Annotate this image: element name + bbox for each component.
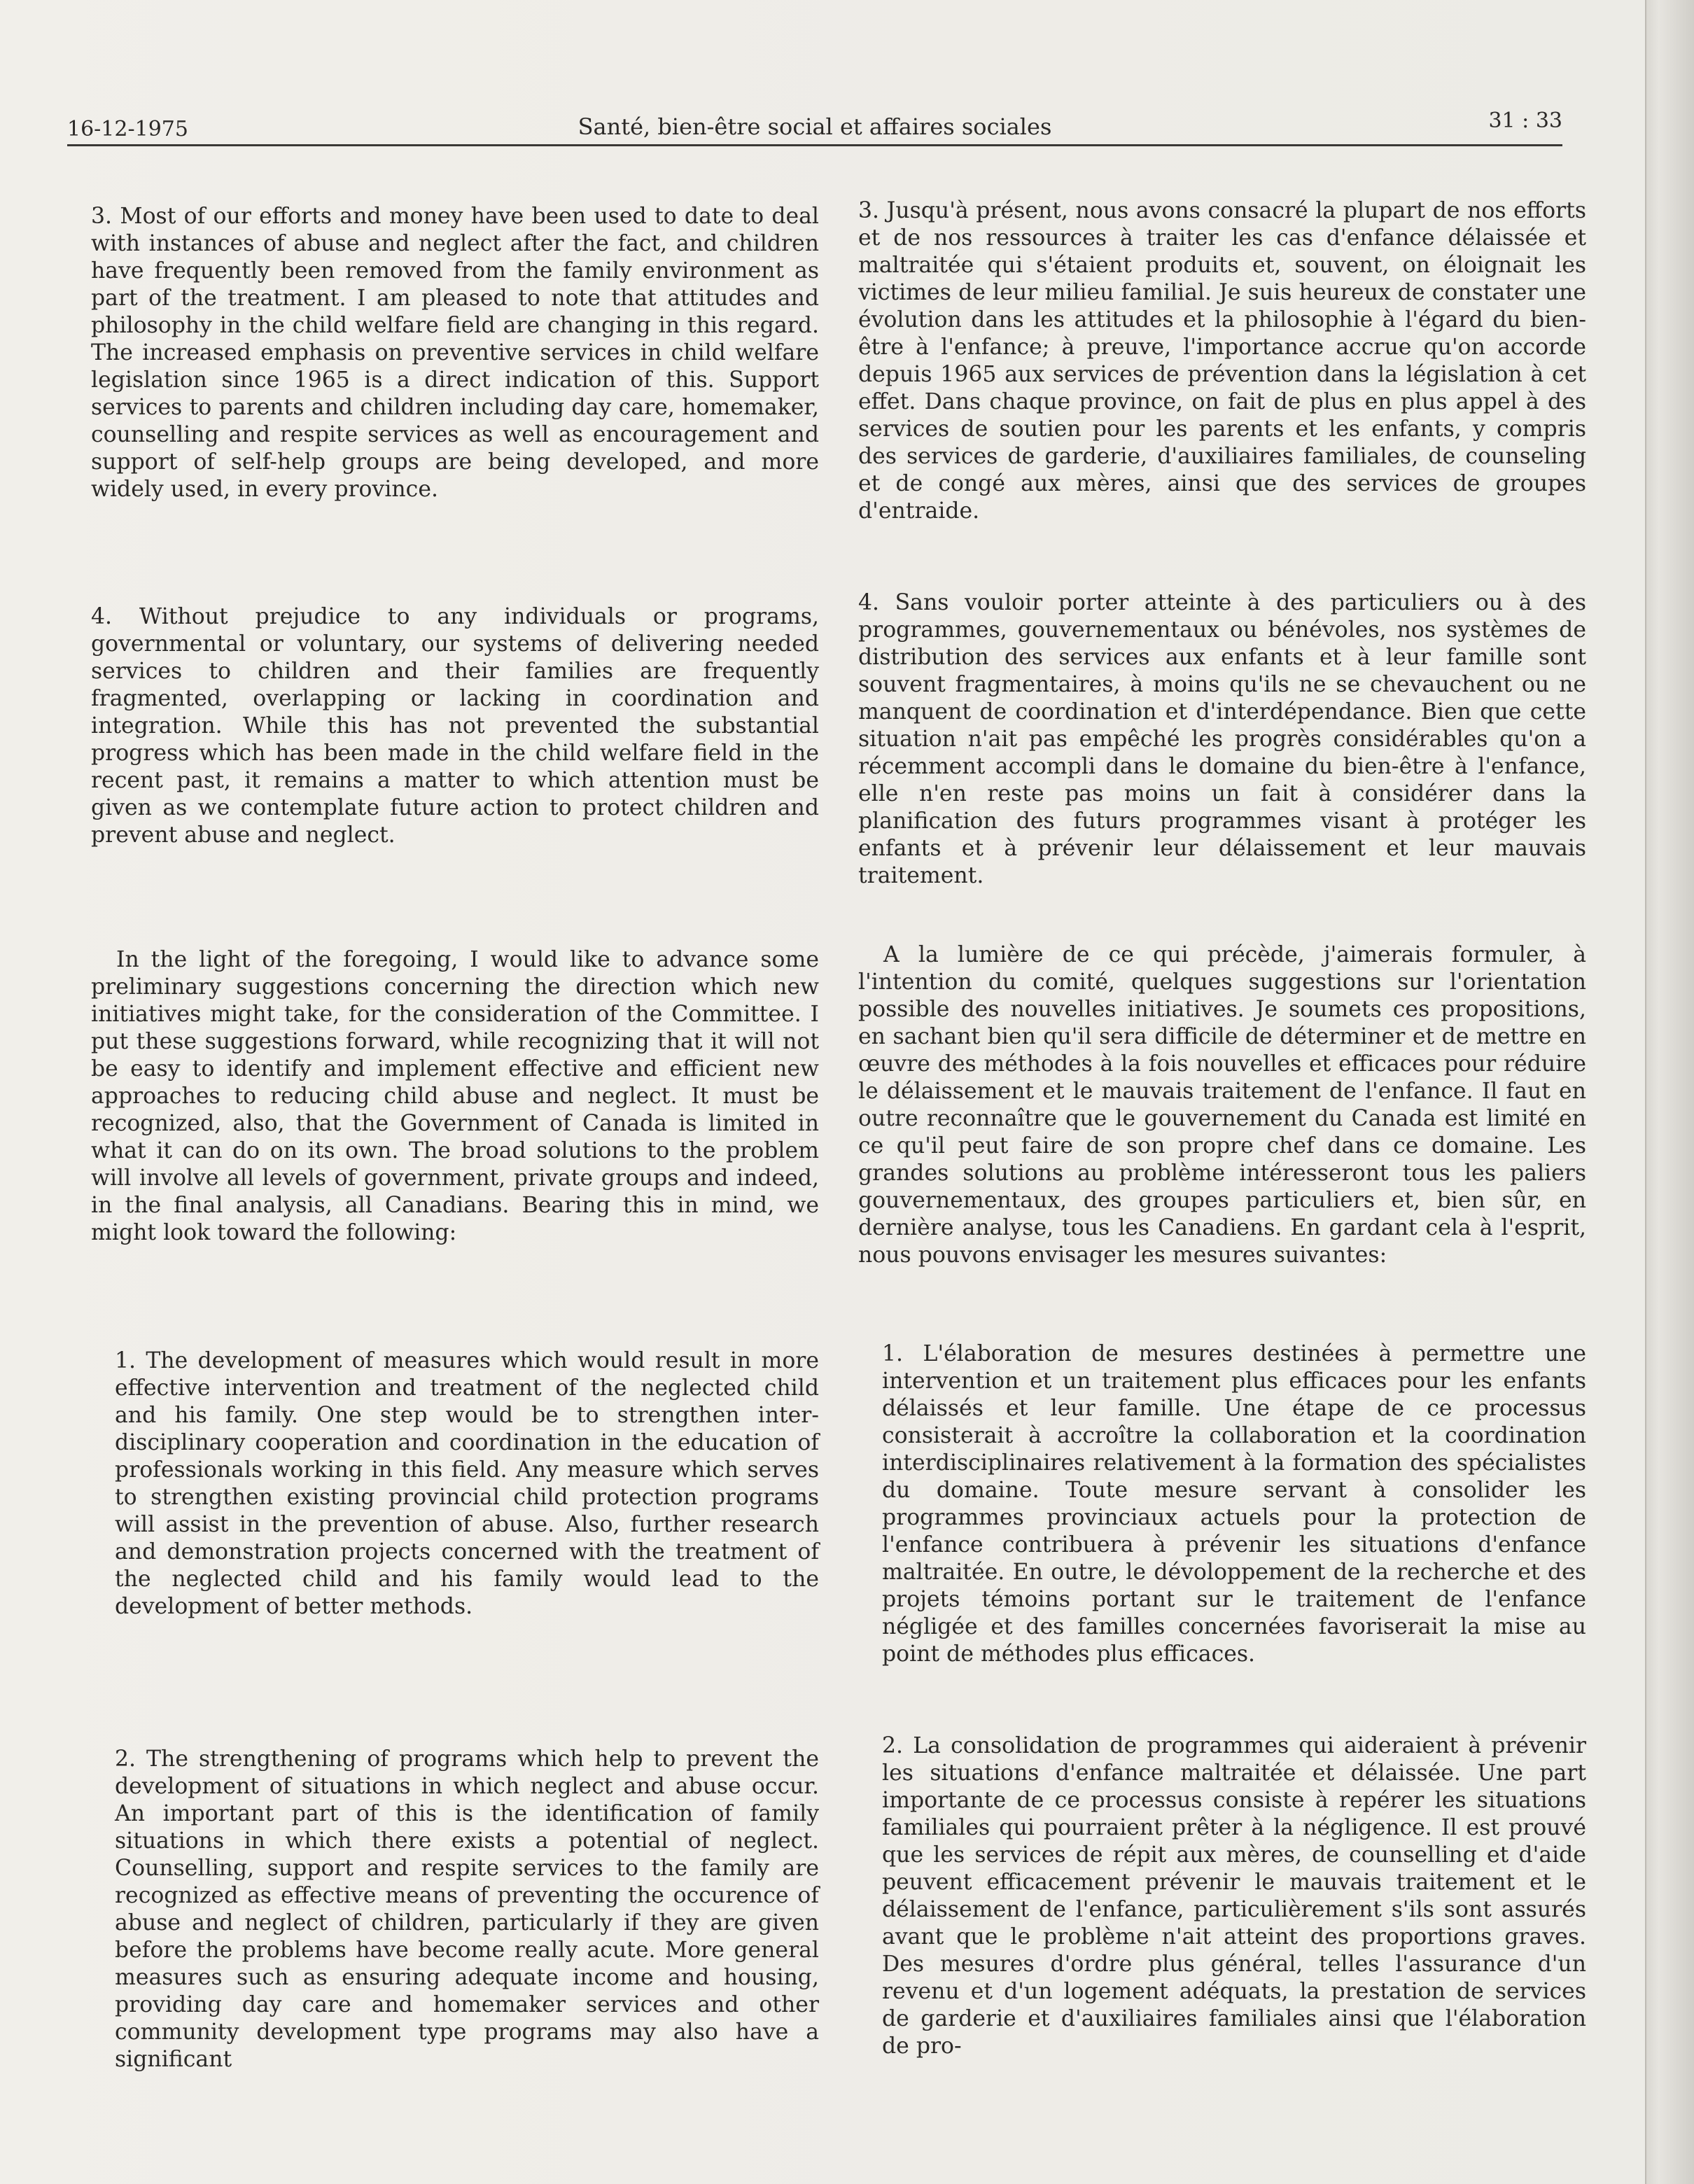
- page-edge-shadow: [1645, 0, 1694, 2184]
- paragraph-en-item-2: 2. The strengthening of programs which help to prevent the development of situations in which neglect and abuse occur. An important part of this is the identification of family situations in which there exists a potential of neglect. Counselling, support and respite services to the family are recognized as effective means of preventing the occurence of abuse and neglect of children, particularly if they are given before the problems have become really acute. More general measures such as ensuring adequate income and housing, providing day care and homemaker services and other community development type programs may also have a significant: [115, 1746, 819, 2072]
- header-page-number: 31 : 33: [1488, 108, 1562, 133]
- header-date: 16-12-1975: [67, 117, 188, 141]
- paragraph-fr-item-1: 1. L'élaboration de mesures destinées à permettre une intervention et un traitement plus efficaces pour les enfants délaissés et leur famille. Une étape de ce processus consisterait à accroître la collaboration et la coordination interdisciplinaires relativement à la formation des spécialistes du domaine. Toute mesure servant à consolider les programmes provinciaux actuels pour la protection de l'enfance contribuera à prévenir les situations d'enfance maltraitée. En outre, le dévoloppement de la recherche et des projets témoins portant sur le traitement de l'enfance négligée et des familles concernées favoriserait la mise au point de méthodes plus efficaces.: [882, 1341, 1586, 1667]
- paragraph-fr-4: 4. Sans vouloir porter atteinte à des particuliers ou à des programmes, gouvernementaux ou bénévoles, nos systèmes de distribution des services aux enfants et à leur famille sont souvent fragmentaires, à moins qu'ils ne se chevauchent ou ne manquent de coordination et d'interdépendance. Bien que cette situation n'ait pas empêché les progrès considérables qu'on a récemment accompli dans le domaine du bien-être à l'enfance, elle n'en reste pas moins un fait à considérer dans la planification des futurs programmes visant à protéger les enfants et à prévenir leur délaissement et leur mauvais traitement.: [858, 590, 1586, 888]
- paragraph-en-3: 3. Most of our efforts and money have been used to date to deal with instances of abuse and neglect after the fact, and children have frequently been removed from the family environment as part of the treatment. I am pleased to note that attitudes and philosophy in the child welfare field are changing in this regard. The increased emphasis on preventive services in child welfare legislation since 1965 is a direct indication of this. Support services to parents and children including day care, homemaker, counselling and respite services as well as encouragement and support of self-help groups are being developed, and more widely used, in every province.: [91, 204, 819, 502]
- paragraph-fr-intro: A la lumière de ce qui précède, j'aimerais formuler, à l'intention du comité, quelques suggestions sur l'orientation possible des nouvelles initiatives. Je soumets ces propositions, en sachant bien qu'il sera difficile de déterminer et de mettre en œuvre des méthodes à la fois nouvelles et efficaces pour réduire le délaissement et le mauvais traitement de l'enfance. Il faut en outre reconnaître que le gouvernement du Canada est limité en ce qu'il peut faire de son propre chef dans ce domaine. Les grandes solutions au problème intéresseront tous les paliers gouvernementaux, des groupes particuliers et, bien sûr, en dernière analyse, tous les Canadiens. En gardant cela à l'esprit, nous pouvons envisager les mesures suivantes:: [858, 942, 1586, 1268]
- paragraph-fr-item-2: 2. La consolidation de programmes qui aideraient à prévenir les situations d'enfance maltraitée et délaissée. Une part importante de ce processus consiste à repérer les situations familiales qui pourraient prêter à la négligence. Il est prouvé que les services de répit aux mères, de counselling et d'aide peuvent efficacement prévenir le mauvais traitement et le délaissement de l'enfance, particulièrement s'ils sont assurés avant que le problème n'ait atteint des proportions graves. Des mesures d'ordre plus général, telles l'assurance d'un revenu et d'un logement adéquats, la prestation de services de garderie et d'auxiliaires familiales ainsi que l'élaboration de pro-: [882, 1733, 1586, 2059]
- header-title: Santé, bien-être social et affaires sociales: [578, 113, 1052, 140]
- paragraph-fr-3: 3. Jusqu'à présent, nous avons consacré la plupart de nos efforts et de nos ressources à traiter les cas d'enfance délaissée et maltraitée qui s'étaient produits et, souvent, on éloignait les victimes de leur milieu familial. Je suis heureux de constater une évolution dans les attitudes et la philosophie à l'égard du bien-être à l'enfance; à preuve, l'importance accrue qu'on accorde depuis 1965 aux services de prévention dans la législation à cet effet. Dans chaque province, on fait de plus en plus appel à des services de soutien pour les parents et les enfants, y compris des services de garderie, d'auxiliaires familiales, de counseling et de congé aux mères, ainsi que des services de groupes d'entraide.: [858, 198, 1586, 524]
- paragraph-en-item-1: 1. The development of measures which would result in more effective intervention and treatment of the neglected child and his family. One step would be to strengthen inter-disciplinary cooperation and coordination in the education of professionals working in this field. Any measure which serves to strengthen existing provincial child protection programs will assist in the prevention of abuse. Also, further research and demonstration projects concerned with the treatment of the neglected child and his family would lead to the development of better methods.: [115, 1348, 819, 1619]
- paragraph-en-4: 4. Without prejudice to any individuals or programs, governmental or voluntary, our systems of delivering needed services to children and their families are frequently fragmented, overlapping or lacking in coordination and integration. While this has not prevented the substantial progress which has been made in the child welfare field in the recent past, it remains a matter to which attention must be given as we contemplate future action to protect children and prevent abuse and neglect.: [91, 604, 819, 848]
- running-header: [67, 105, 1562, 146]
- paragraph-en-intro: In the light of the foregoing, I would like to advance some preliminary suggestions concerning the direction which new initiatives might take, for the consideration of the Committee. I put these suggestions forward, while recognizing that it will not be easy to identify and implement effective and efficient new approaches to reducing child abuse and neglect. It must be recognized, also, that the Government of Canada is limited in what it can do on its own. The broad solutions to the problem will involve all levels of government, private groups and indeed, in the final analysis, all Canadians. Bearing this in mind, we might look toward the following:: [91, 947, 819, 1245]
